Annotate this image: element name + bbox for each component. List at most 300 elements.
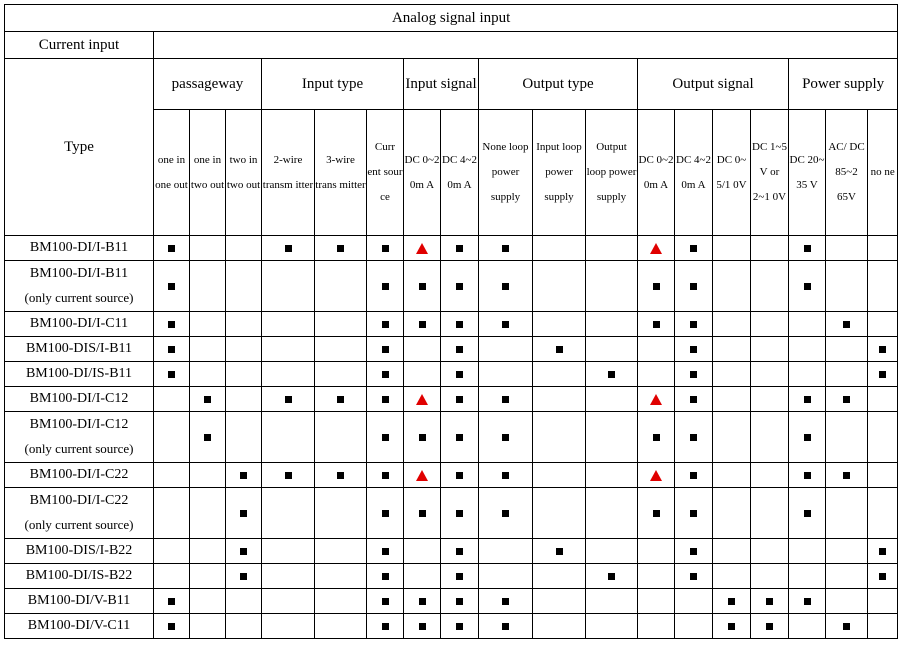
table-cell [404, 337, 441, 362]
filled-square-mark [879, 548, 886, 555]
current-input-label: Current input [5, 32, 154, 59]
table-cell [479, 236, 533, 261]
table-cell [638, 261, 675, 312]
filled-square-mark [653, 283, 660, 290]
table-cell [226, 337, 262, 362]
column-header: DC 0~2 0m A [638, 110, 675, 236]
table-cell [713, 312, 751, 337]
table-cell [154, 387, 190, 412]
table-cell [638, 463, 675, 488]
table-cell [367, 463, 404, 488]
table-cell [586, 412, 638, 463]
table-cell [638, 589, 675, 614]
table-cell [868, 387, 898, 412]
filled-square-mark [690, 573, 697, 580]
filled-square-mark [382, 510, 389, 517]
table-cell [367, 387, 404, 412]
table-row [5, 539, 898, 564]
filled-square-mark [690, 434, 697, 441]
table-cell [751, 539, 789, 564]
model-name-cell [5, 463, 154, 488]
table-row [5, 463, 898, 488]
filled-square-mark [690, 321, 697, 328]
table-row [5, 488, 898, 539]
table-cell [789, 614, 826, 639]
filled-square-mark [337, 245, 344, 252]
filled-square-mark [285, 245, 292, 252]
table-cell [751, 463, 789, 488]
model-name-cell [5, 261, 154, 312]
table-cell [533, 463, 586, 488]
filled-square-mark [168, 346, 175, 353]
table-cell [226, 539, 262, 564]
table-cell [826, 362, 868, 387]
filled-square-mark [728, 623, 735, 630]
table-cell [713, 412, 751, 463]
table-cell [826, 337, 868, 362]
filled-square-mark [502, 283, 509, 290]
table-cell [638, 412, 675, 463]
column-header: DC 0~ 5/1 0V [713, 110, 751, 236]
column-header: DC 4~2 0m A [675, 110, 713, 236]
table-cell [404, 614, 441, 639]
filled-square-mark [879, 573, 886, 580]
filled-square-mark [804, 245, 811, 252]
table-cell [751, 589, 789, 614]
table-cell [367, 589, 404, 614]
filled-square-mark [382, 548, 389, 555]
table-cell [190, 589, 226, 614]
table-cell [868, 412, 898, 463]
table-cell [751, 387, 789, 412]
model-name-cell [5, 387, 154, 412]
table-cell [404, 387, 441, 412]
column-header: DC 0~2 0m A [404, 110, 441, 236]
filled-square-mark [502, 510, 509, 517]
table-cell [441, 412, 479, 463]
table-cell [713, 539, 751, 564]
table-cell [713, 463, 751, 488]
filled-square-mark [382, 245, 389, 252]
table-cell [441, 589, 479, 614]
table-cell [190, 387, 226, 412]
table-cell [533, 236, 586, 261]
table-cell [404, 564, 441, 589]
filled-square-mark [382, 346, 389, 353]
table-cell [367, 564, 404, 589]
model-name-cell [5, 312, 154, 337]
model-name: BM100-DI/I-B11 [29, 240, 129, 255]
group-header: Power supply [789, 59, 898, 110]
column-header: Input loop power supply [533, 110, 586, 236]
column-header: two in two out [226, 110, 262, 236]
table-cell [154, 463, 190, 488]
column-header: None loop power supply [479, 110, 533, 236]
filled-square-mark [382, 396, 389, 403]
table-cell [675, 362, 713, 387]
filled-square-mark [419, 283, 426, 290]
analog-signal-input-table [4, 4, 898, 639]
model-name: BM100-DIS/I-B11 [25, 341, 133, 356]
filled-square-mark [382, 283, 389, 290]
table-cell [868, 463, 898, 488]
filled-square-mark [240, 472, 247, 479]
table-cell [533, 387, 586, 412]
table-cell [826, 488, 868, 539]
table-cell [789, 589, 826, 614]
filled-square-mark [240, 548, 247, 555]
filled-square-mark [382, 371, 389, 378]
table-cell [638, 337, 675, 362]
table-cell [533, 614, 586, 639]
table-cell [154, 261, 190, 312]
table-cell [404, 589, 441, 614]
table-row [5, 261, 898, 312]
filled-square-mark [456, 371, 463, 378]
table-cell [713, 236, 751, 261]
table-cell [586, 589, 638, 614]
table-cell [262, 564, 315, 589]
table-cell [713, 564, 751, 589]
table-cell [586, 337, 638, 362]
table-cell [226, 236, 262, 261]
table-cell [675, 387, 713, 412]
table-cell [367, 412, 404, 463]
table-cell [190, 261, 226, 312]
filled-square-mark [456, 283, 463, 290]
table-cell [533, 589, 586, 614]
table-cell [262, 312, 315, 337]
table-cell [441, 261, 479, 312]
filled-square-mark [456, 245, 463, 252]
filled-square-mark [168, 598, 175, 605]
filled-square-mark [168, 245, 175, 252]
red-triangle-mark [650, 243, 662, 254]
table-cell [315, 387, 367, 412]
filled-square-mark [879, 371, 886, 378]
table-cell [315, 488, 367, 539]
red-triangle-mark [416, 243, 428, 254]
table-cell [868, 362, 898, 387]
table-cell [675, 261, 713, 312]
filled-square-mark [502, 396, 509, 403]
table-cell [404, 236, 441, 261]
filled-square-mark [419, 623, 426, 630]
filled-square-mark [843, 623, 850, 630]
group-header: passageway [154, 59, 262, 110]
filled-square-mark [168, 283, 175, 290]
table-cell [751, 236, 789, 261]
filled-square-mark [502, 434, 509, 441]
column-header: Output loop power supply [586, 110, 638, 236]
filled-square-mark [456, 598, 463, 605]
filled-square-mark [690, 346, 697, 353]
model-name: BM100-DI/I-C22 [29, 467, 129, 482]
table-cell [154, 564, 190, 589]
table-cell [586, 387, 638, 412]
table-cell [586, 463, 638, 488]
table-cell [226, 412, 262, 463]
table-cell [262, 463, 315, 488]
table-cell [404, 312, 441, 337]
table-row [5, 387, 898, 412]
table-cell [751, 488, 789, 539]
table-cell [826, 614, 868, 639]
filled-square-mark [502, 321, 509, 328]
table-cell [262, 614, 315, 639]
table-cell [586, 261, 638, 312]
table-cell [479, 261, 533, 312]
filled-square-mark [204, 434, 211, 441]
table-cell [533, 539, 586, 564]
table-cell [713, 362, 751, 387]
table-cell [404, 362, 441, 387]
table-row [5, 412, 898, 463]
red-triangle-mark [650, 470, 662, 481]
table-cell [479, 362, 533, 387]
filled-square-mark [608, 573, 615, 580]
table-cell [638, 564, 675, 589]
table-row [5, 589, 898, 614]
table-cell [675, 539, 713, 564]
filled-square-mark [382, 598, 389, 605]
table-cell [533, 412, 586, 463]
table-cell [441, 539, 479, 564]
table-cell [441, 236, 479, 261]
column-header: DC 20~ 35 V [789, 110, 826, 236]
model-name: BM100-DI/V-B11 [27, 593, 131, 608]
filled-square-mark [690, 472, 697, 479]
table-cell [479, 564, 533, 589]
filled-square-mark [168, 371, 175, 378]
table-cell [789, 564, 826, 589]
table-cell [751, 261, 789, 312]
table-cell [404, 412, 441, 463]
filled-square-mark [653, 510, 660, 517]
table-cell [533, 564, 586, 589]
table-cell [586, 539, 638, 564]
table-row [5, 337, 898, 362]
table-cell [441, 387, 479, 412]
table-row [5, 312, 898, 337]
table-cell [190, 412, 226, 463]
table-cell [226, 488, 262, 539]
filled-square-mark [728, 598, 735, 605]
filled-square-mark [502, 472, 509, 479]
table-cell [190, 539, 226, 564]
table-cell [533, 488, 586, 539]
group-header: Output signal [638, 59, 789, 110]
filled-square-mark [502, 623, 509, 630]
table-cell [533, 312, 586, 337]
column-header: one in two out [190, 110, 226, 236]
table-cell [479, 589, 533, 614]
table-cell [638, 614, 675, 639]
table-cell [826, 236, 868, 261]
table-cell [262, 261, 315, 312]
table-cell [789, 312, 826, 337]
table-cell [441, 564, 479, 589]
model-note: (only current source) [24, 290, 134, 305]
group-header: Output type [479, 59, 638, 110]
table-cell [479, 312, 533, 337]
table-cell [751, 362, 789, 387]
table-cell [190, 614, 226, 639]
table-cell [868, 564, 898, 589]
table-cell [315, 412, 367, 463]
filled-square-mark [556, 346, 563, 353]
table-cell [586, 488, 638, 539]
filled-square-mark [382, 321, 389, 328]
filled-square-mark [382, 472, 389, 479]
table-cell [226, 312, 262, 337]
table-cell [479, 463, 533, 488]
table-cell [441, 337, 479, 362]
table-cell [789, 488, 826, 539]
table-cell [262, 337, 315, 362]
table-cell [154, 337, 190, 362]
table-cell [638, 488, 675, 539]
table-row [5, 614, 898, 639]
filled-square-mark [690, 548, 697, 555]
filled-square-mark [456, 573, 463, 580]
table-cell [868, 488, 898, 539]
filled-square-mark [804, 396, 811, 403]
table-cell [533, 337, 586, 362]
table-cell [262, 387, 315, 412]
column-header: Curr ent sour ce [367, 110, 404, 236]
filled-square-mark [456, 396, 463, 403]
table-cell [226, 261, 262, 312]
filled-square-mark [456, 548, 463, 555]
table-cell [675, 236, 713, 261]
table-cell [826, 261, 868, 312]
filled-square-mark [204, 396, 211, 403]
table-cell [479, 488, 533, 539]
table-cell [315, 261, 367, 312]
model-name-cell [5, 564, 154, 589]
table-cell [315, 539, 367, 564]
table-cell [226, 463, 262, 488]
column-header: 2-wire transm itter [262, 110, 315, 236]
table-cell [226, 614, 262, 639]
filled-square-mark [556, 548, 563, 555]
table-cell [789, 539, 826, 564]
table-cell [533, 362, 586, 387]
filled-square-mark [690, 371, 697, 378]
table-cell [190, 463, 226, 488]
model-name-cell [5, 539, 154, 564]
filled-square-mark [382, 434, 389, 441]
table-cell [154, 312, 190, 337]
table-cell [315, 362, 367, 387]
table-cell [479, 539, 533, 564]
table-cell [868, 589, 898, 614]
filled-square-mark [502, 598, 509, 605]
table-cell [315, 614, 367, 639]
table-cell [315, 337, 367, 362]
table-cell [868, 261, 898, 312]
filled-square-mark [804, 434, 811, 441]
table-title: Analog signal input [5, 5, 898, 32]
filled-square-mark [843, 321, 850, 328]
current-input-blank [154, 32, 898, 59]
table-cell [638, 387, 675, 412]
column-header: DC 4~2 0m A [441, 110, 479, 236]
table-cell [367, 488, 404, 539]
table-cell [751, 564, 789, 589]
red-triangle-mark [416, 470, 428, 481]
table-cell [789, 236, 826, 261]
table-cell [367, 539, 404, 564]
table-cell [826, 589, 868, 614]
column-header: DC 1~5 V or 2~1 0V [751, 110, 789, 236]
table-cell [367, 312, 404, 337]
table-cell [190, 312, 226, 337]
table-cell [713, 614, 751, 639]
red-triangle-mark [650, 394, 662, 405]
model-name: BM100-DI/I-C22 [29, 493, 129, 508]
filled-square-mark [456, 321, 463, 328]
table-cell [190, 236, 226, 261]
table-cell [789, 337, 826, 362]
filled-square-mark [843, 396, 850, 403]
filled-square-mark [456, 623, 463, 630]
filled-square-mark [337, 396, 344, 403]
model-name: BM100-DI/I-B11 [29, 266, 129, 281]
table-cell [789, 362, 826, 387]
model-name: BM100-DI/I-C12 [29, 417, 129, 432]
filled-square-mark [456, 472, 463, 479]
table-cell [441, 614, 479, 639]
table-cell [826, 312, 868, 337]
table-row [5, 564, 898, 589]
table-cell [675, 614, 713, 639]
table-cell [226, 387, 262, 412]
filled-square-mark [240, 510, 247, 517]
model-name-cell [5, 236, 154, 261]
model-name: BM100-DI/I-C11 [29, 316, 129, 331]
filled-square-mark [285, 472, 292, 479]
filled-square-mark [653, 321, 660, 328]
table-cell [367, 261, 404, 312]
table-cell [826, 412, 868, 463]
table-cell [404, 539, 441, 564]
table-cell [789, 387, 826, 412]
table-cell [154, 614, 190, 639]
filled-square-mark [804, 283, 811, 290]
filled-square-mark [419, 321, 426, 328]
table-cell [190, 362, 226, 387]
table-cell [404, 463, 441, 488]
table-cell [315, 312, 367, 337]
table-cell [479, 387, 533, 412]
table-cell [262, 412, 315, 463]
table-cell [826, 387, 868, 412]
table-row [5, 236, 898, 261]
table-cell [751, 412, 789, 463]
table-cell [479, 337, 533, 362]
table-cell [226, 564, 262, 589]
column-header: one in one out [154, 110, 190, 236]
table-cell [154, 488, 190, 539]
table-cell [479, 412, 533, 463]
table-cell [479, 614, 533, 639]
table-cell [751, 337, 789, 362]
group-header: Input type [262, 59, 404, 110]
table-cell [404, 261, 441, 312]
table-cell [533, 261, 586, 312]
